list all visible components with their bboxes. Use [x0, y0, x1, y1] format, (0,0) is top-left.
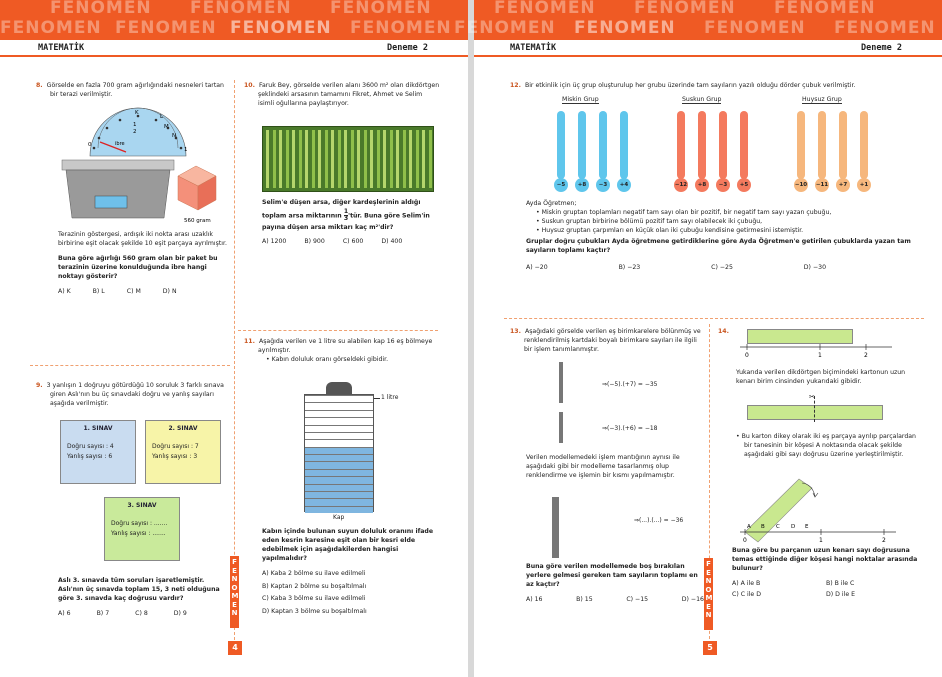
question-text: Terazinin göstergesi, ardışık iki nokta arası uzaklık birbirine eşit olacak şekilde 10 eşit parçaya ayrılmıştır.: [58, 231, 227, 247]
liter-marker: [374, 398, 380, 399]
cup-compartment: [305, 454, 373, 461]
question-10-body: [262, 197, 438, 247]
option-b[interactable]: B) −23: [618, 263, 641, 271]
bar: [818, 111, 826, 179]
cup-compartment: [305, 506, 373, 513]
point-a: A: [747, 524, 751, 530]
option-c[interactable]: C) 600: [342, 238, 364, 246]
bar: [557, 111, 565, 179]
question-text: 3 yanlışın 1 doğruyu götürdüğü 10 soruluk 3 farklı sınava giren Aslı'nın bu üç sınavdaki doğru ve yanlış sayıları aşağıda verilmiştir.: [46, 382, 224, 407]
tick-2: 2: [882, 537, 886, 544]
option-c[interactable]: C) 8: [135, 609, 148, 617]
unit-square: [558, 508, 559, 518]
cup-compartment: [305, 461, 373, 468]
vertical-brand: [704, 558, 713, 630]
question-9: [36, 382, 228, 409]
cup-compartment: [305, 491, 373, 498]
unit-square: [562, 373, 563, 383]
bullet-3: Huysuz gruptan çarpımları en küçük olan iki çubuğu kendisine getirmesini istemiştir.: [541, 226, 804, 234]
bar-value: +8: [695, 178, 709, 192]
exam-3-card: [104, 497, 180, 561]
subject-title: MATEMATİK: [38, 43, 85, 53]
brand-text: FENOMEN: [231, 558, 239, 617]
tick-0: 0: [745, 352, 749, 359]
cup-compartment: [305, 417, 373, 424]
test-title: Deneme 2: [387, 43, 428, 53]
question-text: Faruk Bey, görselde verilen alanı 3600 m² olan dikdörtgen şeklindeki arsasının tamamını Fikret, Ahmet ve Selim isimli oğullarına paylaştırıyor.: [258, 82, 440, 107]
dial-label-k: K: [135, 110, 139, 116]
option-a[interactable]: A) K: [58, 287, 71, 295]
unit-square: [562, 413, 563, 423]
option-d[interactable]: D) D ile E: [826, 590, 855, 598]
exam-correct: Doğru sayısı : 4: [67, 443, 114, 451]
equation-3: ⇒(...).(...) = −36: [634, 517, 684, 524]
bullet-text: Kabın doluluk oranı görseldeki gibidir.: [271, 355, 389, 363]
question-prompt: Aslı 3. sınavda tüm soruları işaretlemiştir. Aslı'nın üç sınavda toplam 15, 3 neti olduğuna göre 3. sınavda kaç doğrusu vardır?: [58, 577, 220, 602]
option-c[interactable]: C) Kaba 3 bölme su ilave edilmeli: [262, 595, 366, 603]
question-prompt: Buna göre ağırlığı 560 gram olan bir paket bu terazinin üzerine konulduğunda ibre hangi noktayı gösterir?: [58, 254, 218, 280]
watermark: FENOMEN: [0, 18, 102, 38]
watermark: FENOMEN: [634, 0, 736, 18]
crop-row: [279, 130, 282, 188]
unit-grid: [559, 412, 563, 443]
unit-grid: [552, 497, 559, 558]
option-d[interactable]: D) 9: [173, 609, 187, 617]
question-number: 11.: [244, 338, 255, 345]
row-divider: [238, 330, 438, 331]
cup-compartment: [305, 447, 373, 454]
row-divider: [504, 318, 924, 319]
crop-row: [429, 130, 432, 188]
scissors-icon: ✂: [809, 393, 815, 401]
crop-row: [331, 130, 334, 188]
question-prompt: Buna göre bu parçanın uzun kenarı sayı doğrusuna temas ettiğinde diğer köşesi hangi noktalar arasında bulunur?: [732, 547, 918, 572]
exam-title: 2. SINAV: [168, 425, 198, 432]
exam-wrong: Yanlış sayısı : .......: [111, 530, 166, 538]
dial-label-one: 1: [184, 147, 188, 153]
option-d[interactable]: D) 400: [381, 238, 403, 246]
option-b[interactable]: B) 7: [96, 609, 110, 617]
bar: [860, 111, 868, 179]
crop-row: [357, 130, 360, 188]
option-c[interactable]: C) C ile D: [732, 590, 761, 598]
question-9-body: [58, 577, 228, 619]
equation-2: ⇒(−3).(+6) = −18: [602, 425, 658, 432]
unit-square: [562, 433, 563, 443]
brand-text: FENOMEN: [705, 560, 713, 619]
option-d[interactable]: D) −30: [803, 263, 826, 271]
cardboard-rect-2: [747, 405, 883, 420]
unit-square: [558, 528, 559, 538]
option-c[interactable]: C) M: [126, 287, 141, 295]
bar: [719, 111, 727, 179]
tick-2: 2: [864, 352, 868, 359]
dial-label-zero: 0: [88, 142, 92, 148]
point-c: C: [776, 524, 780, 530]
question-13-text2: Verilen modellemedeki işlem mantığının aynısı ile aşağıdaki gibi bir modelleme tasarlanmış olup renklendirme ve işlemin bir kısmı yapılmamıştır.: [526, 454, 680, 479]
unit-square: [562, 363, 563, 373]
option-a[interactable]: A) 6: [58, 609, 71, 617]
bar-value: +1: [857, 178, 871, 192]
liter-label: 1 litre: [381, 394, 399, 401]
question-number: 14.: [718, 328, 729, 335]
bar-value: +4: [617, 178, 631, 192]
crop-row: [403, 130, 406, 188]
crop-row: [338, 130, 341, 188]
unit-grid: [559, 362, 563, 403]
page-number: 5: [703, 641, 717, 655]
crop-row: [409, 130, 412, 188]
option-d[interactable]: D) −16: [681, 595, 704, 603]
crop-row: [266, 130, 269, 188]
bar: [620, 111, 628, 179]
number-line-1: [736, 342, 896, 362]
bar: [797, 111, 805, 179]
bar-value: +5: [737, 178, 751, 192]
exam-wrong: Yanlış sayısı : 3: [152, 453, 198, 461]
cup-compartment: [305, 410, 373, 417]
point-b: B: [761, 524, 765, 530]
page-header: [474, 40, 942, 57]
exam-title: 1. SINAV: [83, 425, 113, 432]
question-text: Aşağıda verilen ve 1 litre su alabilen kap 16 eş bölmeye ayrılmıştır.: [258, 338, 433, 354]
cup-compartment: [305, 425, 373, 432]
option-a[interactable]: A) 16: [526, 595, 543, 603]
bar: [677, 111, 685, 179]
crop-row: [396, 130, 399, 188]
question-number: 9.: [36, 382, 43, 389]
watermark: FENOMEN: [230, 18, 332, 38]
tick-1: 1: [818, 352, 822, 359]
crop-row: [416, 130, 419, 188]
option-b[interactable]: B) L: [92, 287, 105, 295]
cup-compartment: [305, 439, 373, 446]
bar: [698, 111, 706, 179]
unit-square: [558, 538, 559, 548]
question-text: Bir etkinlik için üç grup oluşturulup her grubu üzerinde tam sayıların yazılı olduğu dörder çubuk verilmiştir.: [524, 82, 856, 89]
fraction-denominator: 3: [343, 214, 349, 222]
bullet-2: Suskun gruptan birbirine bölümü pozitif tam sayı olabilecek iki çubuğu,: [541, 217, 763, 225]
crop-row: [370, 130, 373, 188]
question-number: 10.: [244, 82, 255, 89]
unit-square: [558, 548, 559, 558]
page-number: 4: [228, 641, 242, 655]
question-number: 13.: [510, 328, 521, 335]
left-page: [0, 0, 468, 677]
watermark: FENOMEN: [574, 18, 676, 38]
question-prompt: Buna göre verilen modellemede boş bırakılan yerlere gelmesi gereken tam sayıların toplamı en az kaçtır?: [526, 563, 698, 588]
dial-label-n: N: [172, 133, 177, 139]
unit-square: [562, 383, 563, 393]
cup-compartment: [305, 498, 373, 505]
exam-2-card: [145, 420, 221, 484]
crop-row: [344, 130, 347, 188]
point-e: E: [805, 524, 809, 530]
box-weight-label: 560 gram: [184, 218, 211, 224]
test-title: Deneme 2: [861, 43, 902, 53]
question-14-body: [732, 547, 920, 600]
question-8: [36, 82, 228, 100]
exam-title: 3. SINAV: [127, 502, 157, 509]
question-text: Görselde en fazla 700 gram ağırlığındaki nesneleri tartan bir terazi verilmiştir.: [46, 82, 224, 98]
needle-label: ibre: [115, 141, 125, 147]
watermark: FENOMEN: [774, 0, 876, 18]
crop-row: [351, 130, 354, 188]
bar: [599, 111, 607, 179]
watermark: FENOMEN: [115, 18, 217, 38]
measuring-cup: [304, 394, 374, 512]
bar: [578, 111, 586, 179]
question-11-body: [262, 528, 438, 619]
cup-compartment: [305, 395, 373, 402]
scale-figure: [60, 108, 228, 230]
bar-value: −3: [716, 178, 730, 192]
unit-square: [558, 498, 559, 508]
question-prompt: Selim'e düşen arsa, diğer kardeşlerinin aldığı toplam arsa miktarının: [262, 199, 421, 220]
unit-square: [562, 423, 563, 433]
question-prompt-end: 'tür. Buna göre Selim'in payına düşen arsa miktarı kaç m²'dir?: [262, 212, 430, 232]
bar-value: −12: [674, 178, 688, 192]
land-plot-image: [262, 126, 434, 192]
option-d[interactable]: D) N: [162, 287, 177, 295]
question-number: 8.: [36, 82, 43, 89]
crop-row: [312, 130, 315, 188]
cup-label: Kap: [333, 514, 345, 521]
group-name: Huysuz Grup: [802, 96, 842, 103]
cup-compartment: [305, 469, 373, 476]
cup-compartment: [305, 402, 373, 409]
banner-right: [454, 0, 942, 40]
watermark: FENOMEN: [454, 18, 556, 38]
option-a[interactable]: A) 1200: [262, 238, 287, 246]
crop-row: [383, 130, 386, 188]
question-14-text1: Yukarıda verilen dikdörtgen biçimindeki kartonun uzun kenarı birim cinsinden yukarıdaki gibidir.: [736, 369, 906, 385]
exam-1-card: [60, 420, 136, 484]
watermark: FENOMEN: [330, 0, 432, 18]
cup-compartment: [305, 484, 373, 491]
question-14: [718, 328, 733, 337]
watermark: FENOMEN: [834, 18, 936, 38]
crop-row: [305, 130, 308, 188]
crop-row: [364, 130, 367, 188]
question-13: [510, 328, 705, 355]
tick-0: 0: [743, 537, 747, 544]
question-12-body: Ayda Öğretmen; • Miskin gruptan toplamları negatif tam sayı olan bir pozitif, bir negatif tam sayı yazan çubuğu, • Suskun gruptan birbirine bölümü pozitif tam sayı olabilecek iki çubuğu, • Huysuz gruptan çarpımları en küçük olan iki çubuğu kendisine getirmesini istemiştir. Gruplar doğru çubukları Ayda öğretmene getirdiklerine göre Ayda Öğretmen'e getirilen çubuklarda yazan tam sayıların toplamı kaçtır? A) −20 B) −23 C) −25 D) −30: [526, 200, 926, 273]
option-c[interactable]: C) −15: [626, 595, 649, 603]
crop-row: [390, 130, 393, 188]
bar-value: −11: [815, 178, 829, 192]
crop-row: [325, 130, 328, 188]
equation-1: ⇒(−5).(+7) = −35: [602, 381, 658, 388]
bar-value: −10: [794, 178, 808, 192]
subject-title: MATEMATİK: [510, 43, 557, 53]
option-c[interactable]: C) −25: [711, 263, 733, 271]
teacher-line: Ayda Öğretmen;: [526, 200, 577, 207]
bullet-1: Miskin gruptan toplamları negatif tam sayı olan bir pozitif, bir negatif tam sayı yazan çubuğu,: [541, 208, 832, 216]
crop-row: [286, 130, 289, 188]
cup-compartment: [305, 476, 373, 483]
dial-label-l: L: [160, 114, 164, 120]
exam-correct: Doğru sayısı : 7: [152, 443, 199, 451]
bar-value: +7: [836, 178, 850, 192]
group-name: Suskun Grup: [682, 96, 722, 103]
question-text: Aşağıdaki görselde verilen eş birimkarelere bölünmüş ve renklendirilmiş kartdaki boyalı birimkare sayıları ile ilgili bir işlem tanımlanmıştır.: [524, 328, 701, 353]
question-14-bullet: • Bu karton dikey olarak iki eş parçaya ayrılıp parçalardan bir tanesinin bir köşesi A noktasında olacak şekilde aşağıdaki gibi sayı doğrusu üzerine yerleştirilmiştir.: [736, 433, 916, 458]
cup-lid: [326, 382, 352, 394]
group-name: Miskin Grup: [562, 96, 599, 103]
row-divider: [30, 365, 230, 366]
crop-row: [299, 130, 302, 188]
crop-row: [273, 130, 276, 188]
bar-value: −5: [554, 178, 568, 192]
exam-correct: Doğru sayısı : .......: [111, 520, 168, 528]
watermark: FENOMEN: [350, 18, 452, 38]
watermark: FENOMEN: [50, 0, 152, 18]
option-b[interactable]: B) 15: [576, 595, 593, 603]
vertical-brand: [230, 556, 239, 628]
question-12: [510, 82, 930, 91]
bar-value: −3: [596, 178, 610, 192]
question-13-body: [526, 563, 704, 605]
option-a[interactable]: A) −20: [526, 263, 548, 271]
question-prompt: Kabın içinde bulunan suyun doluluk oranını ifade eden kesrin karesine eşit olan bir kesri elde edebilmek için aşağıdakilerden hangisi yapılmalıdır?: [262, 528, 434, 562]
point-d: D: [791, 524, 796, 530]
question-10: [244, 82, 440, 109]
unit-square: [562, 393, 563, 403]
exam-wrong: Yanlış sayısı : 6: [67, 453, 113, 461]
watermark: FENOMEN: [704, 18, 806, 38]
bullet-text: Bu karton dikey olarak iki eş parçaya ayrılıp parçalardan bir tanesinin bir köşesi A noktasında olacak şekilde aşağıdaki gibi sayı doğrusu üzerine yerleştirilmiştir.: [741, 433, 916, 458]
dial-half-num: 1: [133, 122, 137, 128]
watermark: FENOMEN: [190, 0, 292, 18]
option-b[interactable]: B) B ile C: [826, 579, 855, 587]
crop-row: [422, 130, 425, 188]
bar: [740, 111, 748, 179]
bar-value: +8: [575, 178, 589, 192]
bar: [839, 111, 847, 179]
number-line-2: [736, 474, 906, 550]
question-8-body: [58, 231, 228, 297]
option-b[interactable]: B) Kaptan 2 bölme su boşaltılmalı: [262, 582, 367, 590]
cup-compartment: [305, 432, 373, 439]
unit-square: [558, 518, 559, 528]
tick-1: 1: [819, 537, 823, 544]
page-header: [0, 40, 468, 57]
crop-row: [292, 130, 295, 188]
fraction-numerator: 1: [343, 207, 349, 215]
crop-row: [377, 130, 380, 188]
watermark: FENOMEN: [494, 0, 596, 18]
dial-label-m: M: [164, 124, 169, 130]
option-a[interactable]: A) Kaba 2 bölme su ilave edilmeli: [262, 569, 366, 577]
crop-row: [318, 130, 321, 188]
question-prompt: Gruplar doğru çubukları Ayda öğretmene getirdiklerine göre Ayda Öğretmen'e getirilen çubuklarda yazan tam sayıların toplamı kaçtır?: [526, 237, 911, 254]
right-page: [454, 0, 942, 677]
option-b[interactable]: B) 900: [304, 238, 325, 246]
dial-half-den: 2: [133, 129, 137, 135]
question-number: 12.: [510, 82, 521, 89]
question-11: 11. Aşağıda verilen ve 1 litre su alabilen kap 16 eş bölmeye ayrılmıştır. • Kabın doluluk oranı görseldeki gibidir.: [244, 338, 433, 363]
option-a[interactable]: A) A ile B: [732, 579, 761, 587]
banner-left: [0, 0, 468, 40]
option-d[interactable]: D) Kaptan 3 bölme su boşaltılmalı: [262, 608, 367, 616]
